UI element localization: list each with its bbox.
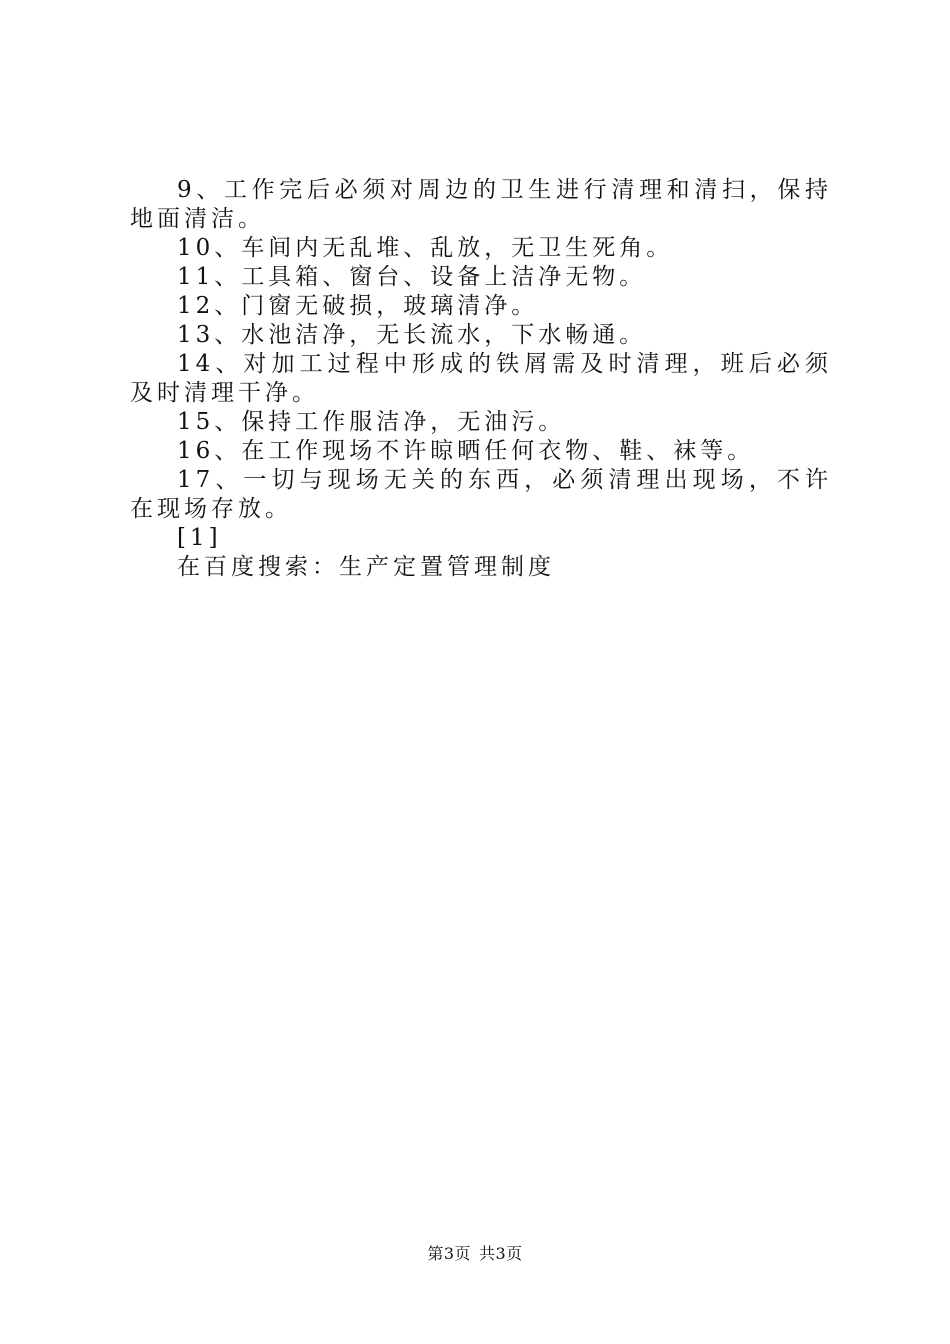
paragraph-item-14: 14、对加工过程中形成的铁屑需及时清理，班后必须及时清理干净。 — [130, 351, 832, 406]
paragraph-item-9: 9、工作完后必须对周边的卫生进行清理和清扫，保持地面清洁。 — [130, 177, 832, 232]
paragraph-item-12: 12、门窗无破损，玻璃清净。 — [177, 293, 539, 319]
paragraph-item-11: 11、工具箱、窗台、设备上洁净无物。 — [177, 264, 647, 290]
page-number-total: 共3页 — [479, 1244, 523, 1263]
paragraph-item-15: 15、保持工作服洁净，无油污。 — [177, 409, 566, 435]
paragraph-item-13: 13、水池洁净，无长流水，下水畅通。 — [177, 322, 647, 348]
page-footer — [0, 1243, 950, 1265]
reference-marker: [1] — [177, 525, 222, 551]
search-hint: 在百度搜索：生产定置管理制度 — [177, 554, 555, 580]
paragraph-item-16: 16、在工作现场不许晾晒任何衣物、鞋、袜等。 — [177, 438, 755, 464]
paragraph-item-17: 17、一切与现场无关的东西，必须清理出现场，不许在现场存放。 — [130, 467, 832, 522]
paragraph-item-10: 10、车间内无乱堆、乱放，无卫生死角。 — [177, 235, 674, 261]
page-number-current: 第3页 — [427, 1244, 471, 1263]
document-body — [130, 176, 832, 582]
